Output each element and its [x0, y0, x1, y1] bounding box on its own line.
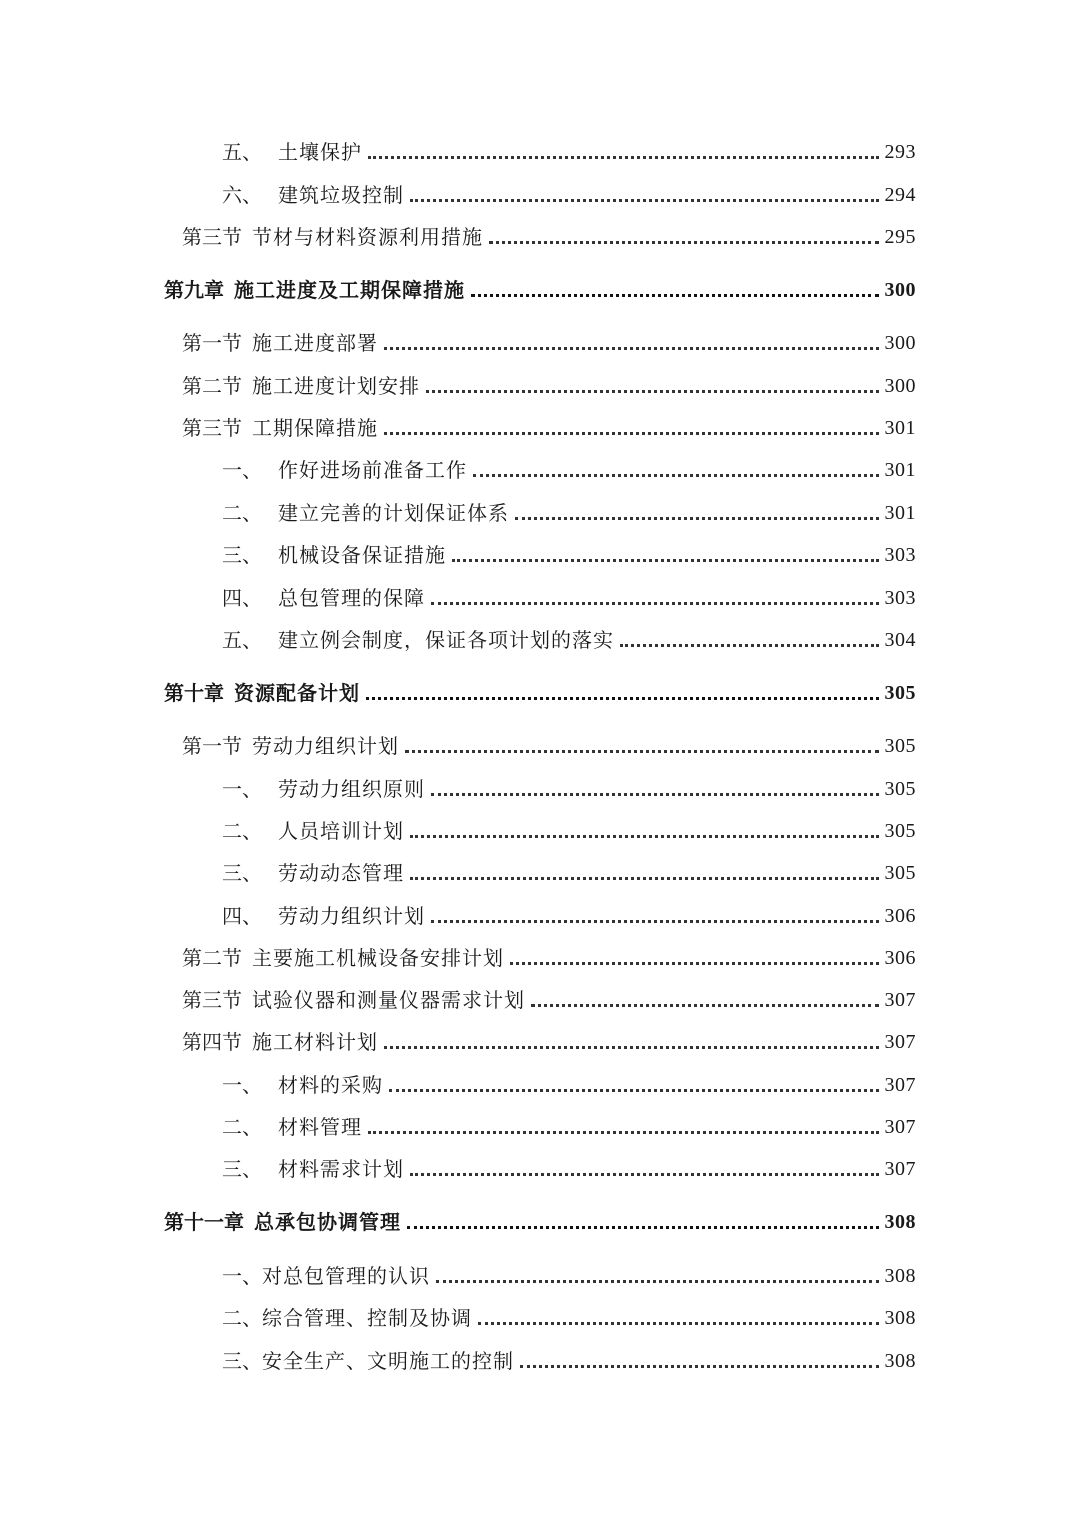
toc-entry-item[interactable]: [0, 890, 1080, 930]
toc-entry-item[interactable]: [0, 1059, 1080, 1099]
toc-dot-leader: [410, 876, 879, 880]
toc-entry-chapter[interactable]: [0, 264, 1080, 304]
toc-entry-number: 三、: [222, 861, 262, 885]
toc-entry-title: 土壤保护: [278, 140, 362, 164]
toc-entry-row: [222, 890, 916, 930]
toc-entry-title: 作好进场前准备工作: [278, 458, 467, 482]
toc-entry-number: 二、: [222, 1306, 262, 1330]
toc-entry-number: 二、: [222, 1115, 262, 1139]
toc-page-number: 307: [884, 1158, 916, 1180]
toc-entry-title: 综合管理、控制及协调: [262, 1306, 472, 1330]
toc-entry-title: 主要施工机械设备安排计划: [252, 946, 504, 970]
toc-dot-leader: [405, 749, 879, 753]
toc-entry-row: [182, 1016, 916, 1056]
toc-entry-row: [222, 805, 916, 845]
toc-entry-title: 劳动力组织计划: [278, 904, 425, 928]
toc-dot-leader: [389, 1088, 879, 1092]
toc-entry-item[interactable]: [0, 1101, 1080, 1141]
toc-entry-number: 四、: [222, 904, 262, 928]
toc-entry-subitem[interactable]: [0, 1335, 1080, 1375]
toc-entry-section[interactable]: [0, 720, 1080, 760]
toc-dot-leader: [384, 1045, 879, 1049]
toc-entry-title: 劳动力组织原则: [278, 777, 425, 801]
toc-dot-leader: [520, 1364, 879, 1368]
toc-page-number: 305: [884, 862, 916, 884]
toc-page-number: 301: [884, 502, 916, 524]
toc-entry-row: [222, 1101, 916, 1141]
toc-page-number: 305: [884, 778, 916, 800]
toc-page-number: 307: [884, 1031, 916, 1053]
toc-page-number: 301: [884, 417, 916, 439]
toc-entry-number: 第四节: [182, 1030, 242, 1054]
toc-dot-leader: [366, 696, 879, 700]
toc-entry-number: 第十章: [164, 681, 224, 705]
toc-entry-section[interactable]: [0, 932, 1080, 972]
toc-entry-title: 试验仪器和测量仪器需求计划: [252, 988, 525, 1012]
toc-entry-number: 六、: [222, 183, 262, 207]
toc-dot-leader: [471, 293, 879, 297]
toc-page-number: 304: [884, 629, 916, 651]
toc-entry-number: 五、: [222, 628, 262, 652]
toc-page-number: 305: [884, 735, 916, 757]
toc-page-number: 300: [884, 332, 916, 354]
toc-dot-leader: [473, 473, 879, 477]
toc-page-number: 305: [884, 682, 916, 704]
toc-entry-number: 一、: [222, 458, 262, 482]
toc-dot-leader: [384, 431, 879, 435]
toc-entry-section[interactable]: [0, 974, 1080, 1014]
toc-entry-row: [222, 487, 916, 527]
toc-entry-row: [222, 1250, 916, 1290]
toc-entry-title: 施工进度及工期保障措施: [234, 278, 465, 302]
toc-entry-number: 三、: [222, 543, 262, 567]
toc-entry-row: [222, 1059, 916, 1099]
toc-entry-title: 建立完善的计划保证体系: [278, 501, 509, 525]
toc-entry-item[interactable]: [0, 169, 1080, 209]
toc-entry-number: 四、: [222, 586, 262, 610]
toc-entry-item[interactable]: [0, 847, 1080, 887]
toc-entry-row: [182, 974, 916, 1014]
toc-entry-title: 建立例会制度，保证各项计划的落实: [278, 628, 614, 652]
toc-entry-number: 三、: [222, 1157, 262, 1181]
toc-entry-row: [222, 126, 916, 166]
toc-dot-leader: [384, 346, 879, 350]
toc-entry-title: 材料管理: [278, 1115, 362, 1139]
toc-dot-leader: [426, 389, 879, 393]
toc-entry-row: [164, 667, 916, 707]
toc-entry-section[interactable]: [0, 1016, 1080, 1056]
toc-entry-title: 施工进度部署: [252, 331, 378, 355]
toc-entry-number: 第三节: [182, 225, 242, 249]
toc-dot-leader: [410, 834, 879, 838]
toc-entry-title: 工期保障措施: [252, 416, 378, 440]
toc-page-number: 303: [884, 544, 916, 566]
toc-entry-item[interactable]: [0, 529, 1080, 569]
toc-entry-number: 二、: [222, 501, 262, 525]
toc-entry-number: 第二节: [182, 946, 242, 970]
toc-dot-leader: [489, 240, 879, 244]
toc-entry-row: [222, 1292, 916, 1332]
toc-page-number: 293: [884, 141, 916, 163]
toc-dot-leader: [436, 1279, 879, 1283]
toc-dot-leader: [410, 1172, 879, 1176]
toc-page-number: 308: [884, 1265, 916, 1287]
toc-entry-row: [222, 444, 916, 484]
toc-entry-title: 劳动力组织计划: [252, 734, 399, 758]
toc-entry-row: [182, 932, 916, 972]
toc-entry-title: 总承包协调管理: [254, 1210, 401, 1234]
toc-entry-title: 总包管理的保障: [278, 586, 425, 610]
toc-dot-leader: [510, 961, 879, 965]
toc-entry-row: [182, 720, 916, 760]
toc-entry-section[interactable]: [0, 360, 1080, 400]
toc-entry-section[interactable]: [0, 402, 1080, 442]
toc-entry-item[interactable]: [0, 444, 1080, 484]
toc-entry-subitem[interactable]: [0, 1250, 1080, 1290]
toc-page-number: 307: [884, 1074, 916, 1096]
toc-entry-row: [182, 402, 916, 442]
toc-page-number: 307: [884, 989, 916, 1011]
toc-page-number: 308: [884, 1350, 916, 1372]
toc-entry-item[interactable]: [0, 763, 1080, 803]
toc-entry-section[interactable]: [0, 211, 1080, 251]
toc-entry-section[interactable]: [0, 317, 1080, 357]
toc-entry-row: [222, 572, 916, 612]
toc-entry-row: [164, 264, 916, 304]
toc-entry-item[interactable]: [0, 805, 1080, 845]
toc-entry-number: 一、: [222, 1073, 262, 1097]
toc-page-number: 308: [884, 1211, 916, 1233]
toc-page-number: 300: [884, 279, 916, 301]
toc-entry-chapter[interactable]: [0, 1196, 1080, 1236]
toc-entry-number: 第十一章: [164, 1210, 244, 1234]
toc-entry-subitem[interactable]: [0, 1292, 1080, 1332]
toc-entry-title: 资源配备计划: [234, 681, 360, 705]
toc-dot-leader: [531, 1003, 879, 1007]
toc-entry-title: 节材与材料资源利用措施: [252, 225, 483, 249]
toc-entry-number: 第三节: [182, 416, 242, 440]
toc-dot-leader: [431, 792, 879, 796]
toc-entry-title: 对总包管理的认识: [262, 1264, 430, 1288]
toc-entry-number: 一、: [222, 1264, 262, 1288]
toc-entry-title: 安全生产、文明施工的控制: [262, 1349, 514, 1373]
toc-entry-row: [222, 763, 916, 803]
toc-entry-number: 第二节: [182, 374, 242, 398]
toc-entry-row: [182, 360, 916, 400]
toc-entry-item[interactable]: [0, 487, 1080, 527]
toc-page-number: 306: [884, 947, 916, 969]
toc-dot-leader: [368, 1130, 879, 1134]
toc-entry-number: 第三节: [182, 988, 242, 1012]
toc-entry-title: 材料需求计划: [278, 1157, 404, 1181]
toc-entry-row: [222, 614, 916, 654]
toc-dot-leader: [620, 643, 879, 647]
toc-page-number: 305: [884, 820, 916, 842]
toc-entry-chapter[interactable]: [0, 667, 1080, 707]
toc-entry-row: [222, 169, 916, 209]
toc-page-number: 307: [884, 1116, 916, 1138]
toc-entry-row: [222, 1143, 916, 1183]
toc-entry-row: [182, 211, 916, 251]
toc-entry-row: [222, 529, 916, 569]
toc-entry-number: 第一节: [182, 734, 242, 758]
toc-entry-number: 五、: [222, 140, 262, 164]
toc-entry-title: 机械设备保证措施: [278, 543, 446, 567]
toc-entry-row: [222, 847, 916, 887]
toc-dot-leader: [407, 1225, 879, 1229]
toc-page-number: 306: [884, 905, 916, 927]
toc-entry-title: 劳动动态管理: [278, 861, 404, 885]
toc-page-number: 303: [884, 587, 916, 609]
toc-entry-number: 二、: [222, 819, 262, 843]
toc-dot-leader: [431, 919, 879, 923]
toc-dot-leader: [515, 516, 879, 520]
toc-dot-leader: [478, 1321, 879, 1325]
toc-entry-title: 人员培训计划: [278, 819, 404, 843]
toc-entry-number: 第一节: [182, 331, 242, 355]
toc-page-number: 295: [884, 226, 916, 248]
toc-page-number: 308: [884, 1307, 916, 1329]
toc-entry-number: 第九章: [164, 278, 224, 302]
toc-entry-title: 施工进度计划安排: [252, 374, 420, 398]
toc-entry-row: [164, 1196, 916, 1236]
toc-entry-number: 三、: [222, 1349, 262, 1373]
toc-dot-leader: [410, 198, 879, 202]
toc-entry-number: 一、: [222, 777, 262, 801]
toc-dot-leader: [431, 601, 879, 605]
toc-entry-row: [222, 1335, 916, 1375]
toc-page-number: 294: [884, 184, 916, 206]
toc-entry-title: 施工材料计划: [252, 1030, 378, 1054]
toc-page-number: 300: [884, 375, 916, 397]
toc-entry-item[interactable]: [0, 614, 1080, 654]
toc-entry-title: 材料的采购: [278, 1073, 383, 1097]
toc-entry-title: 建筑垃圾控制: [278, 183, 404, 207]
toc-entry-row: [182, 317, 916, 357]
toc-page-number: 301: [884, 459, 916, 481]
toc-entry-item[interactable]: [0, 1143, 1080, 1183]
toc-entry-item[interactable]: [0, 126, 1080, 166]
toc-dot-leader: [368, 155, 879, 159]
toc-dot-leader: [452, 558, 879, 562]
toc-entry-item[interactable]: [0, 572, 1080, 612]
